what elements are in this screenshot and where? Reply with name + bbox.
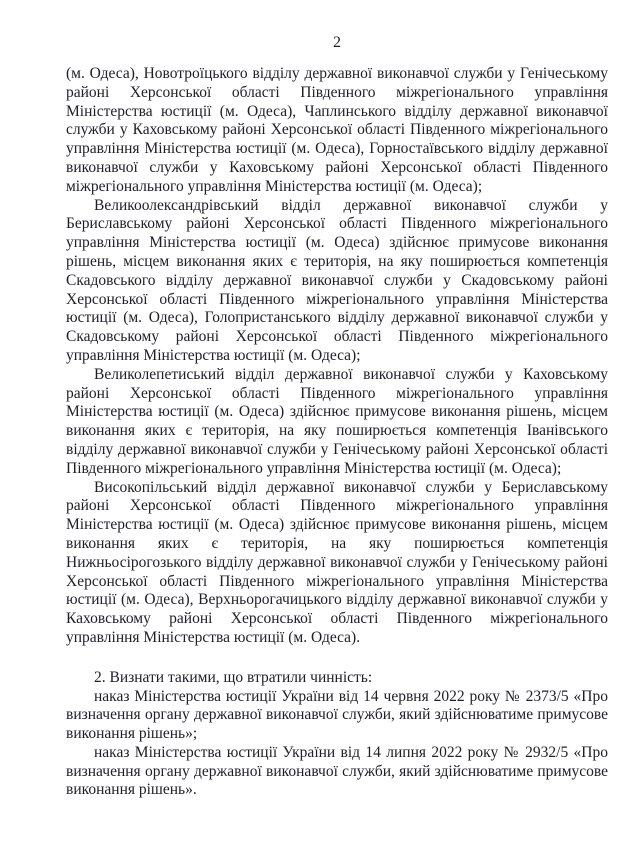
- paragraph: Великоолександрівський відділ державної виконавчої служби у Бериславському районі Херсонської області Південного міжрегіонального управління Міністерства юстиції (м. Одеса) здійснює примусове виконання рішень, місцем виконання яких є територія, на яку поширюється компетенція Скадовського відділу державної виконавчої служби у Скадовському районі Херсонської області Південного міжрегіонального управління Міністерства юстиції (м. Одеса), Голопристанського відділу державної виконавчої служби у Скадовському районі Херсонської області Південного міжрегіонального управління Міністерства юстиції (м. Одеса);: [66, 196, 608, 364]
- paragraph: наказ Міністерства юстиції України від 14 червня 2022 року № 2373/5 «Про визначення органу державної виконавчої служби, який здійснюватиме примусове виконання рішень»;: [66, 687, 608, 743]
- paragraph: Високопільський відділ державної виконавчої служби у Бериславському районі Херсонської області Південного міжрегіонального управління Міністерства юстиції (м. Одеса) здійснює примусове виконання рішень, місцем виконання яких є територія, на яку поширюється компетенція Нижньосірогозького відділу державної виконавчої служби у Генічеському районі Херсонської області Південного міжрегіонального управління Міністерства юстиції (м. Одеса), Верхньорогачицького відділу державної виконавчої служби у Каховському районі Херсонської області Південного міжрегіонального управління Міністерства юстиції (м. Одеса).: [66, 478, 608, 646]
- paragraph: Великолепетиський відділ державної виконавчої служби у Каховському районі Херсонської області Південного міжрегіонального управління Міністерства юстиції (м. Одеса) здійснює примусове виконання рішень, місцем виконання яких є територія, на яку поширюється компетенція Іванівського відділу державної виконавчої служби у Генічеському районі Херсонської області Південного міжрегіонального управління Міністерства юстиції (м. Одеса);: [66, 365, 608, 477]
- paragraph: наказ Міністерства юстиції України від 14 липня 2022 року № 2932/5 «Про визначення органу державної виконавчої служби, який здійснюватиме примусове виконання рішень».: [66, 743, 608, 799]
- page-number: 2: [333, 34, 341, 51]
- paragraph: (м. Одеса), Новотроїцького відділу державної виконавчої служби у Генічеському районі Херсонської області Південного міжрегіонального управління Міністерства юстиції (м. Одеса), Чаплинського відділу державної виконавчої служби у Каховському районі Херсонської області Південного міжрегіонального управління Міністерства юстиції (м. Одеса), Горностаївського відділу державної виконавчої служби у Каховському районі Херсонської області Південного міжрегіонального управління Міністерства юстиції (м. Одеса);: [66, 65, 608, 195]
- paragraph: 2. Визнати такими, що втратили чинність:: [94, 668, 373, 686]
- document-body: [66, 65, 608, 800]
